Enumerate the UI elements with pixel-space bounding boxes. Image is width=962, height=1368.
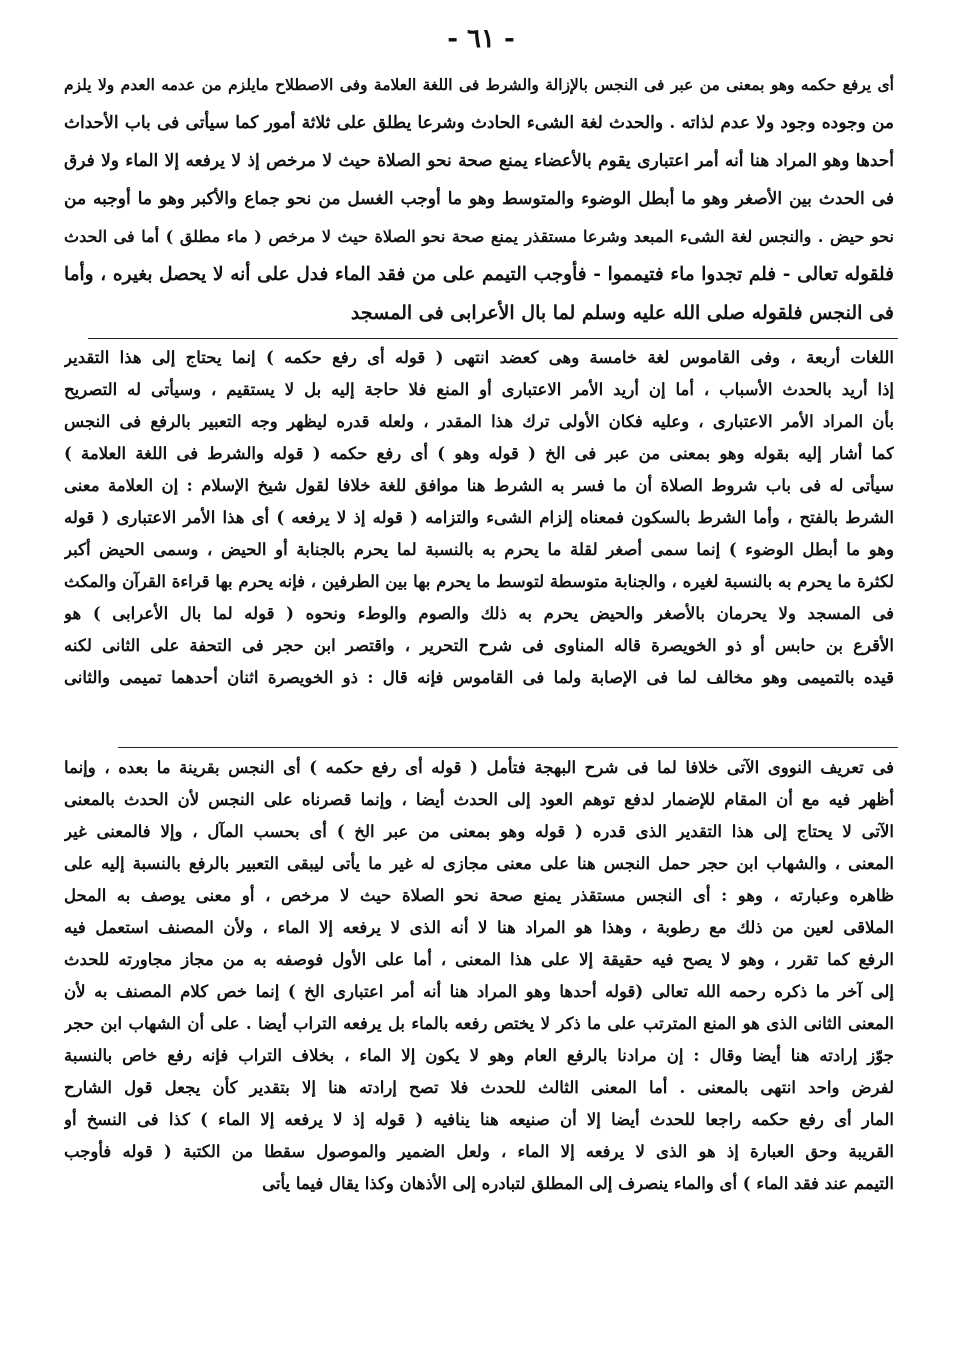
- commentary-line: الآتى لا يحتاج إلى هذا التقدير الذى قدره ( قوله وهو بمعنى من عبر الخ ) أى بحسب المآل ، وإلا فالمعنى غير: [64, 822, 894, 841]
- commentary-line: الشرط بالفتح ، وأما الشرط بالسكون فمعناه إلزام الشىء والتزامه ( قوله إذ لا يرفعه ) أى هذا الأمر الاعتبارى ( قوله: [64, 508, 894, 527]
- commentary-line: المعنى الثانى الذى هو المنع المترتب على ما ذكر لا يختص رفعه بالماء بل يرفعه التراب أيضا . على أن الشهاب ابن حجر: [64, 1014, 894, 1033]
- main-text: [64, 66, 894, 332]
- commentary-line: جوّز إرادته هنا أيضا وقال : إن مرادنا بالرفع العام وهو لا يكون إلا الماء ، بخلاف التراب فإنه رفع خاص بالنسبة: [64, 1046, 894, 1065]
- main-text-line: فى الحدث بين الأصغر وهو ما أبطل الوضوء والمتوسط وهو ما أوجب الغسل من نحو جماع والأكبر وهو ما أوجبه من: [64, 189, 894, 209]
- commentary-line: اللغات أربعة ، وفى القاموس لغة خامسة وهى كعضد انتهى ( قوله أى رفع حكمه ) إنما يحتاج إلى هذا التقدير: [64, 348, 894, 367]
- commentary-line: أظهر فيه مع أن المقام للإضمار لدفع توهم العود إلى الحدث أيضا ، وإنما قصرناه على النجس لأن الحدث بالمعنى: [64, 790, 894, 809]
- commentary-line: الملاقى لعين من ذلك مع رطوبة ، وهذا هو المراد هنا لا أنه الذى لا يرفعه إلا الماء ، ولأن المصنف استعمل فيه: [64, 918, 894, 937]
- main-text-line: نحو حيض . والنجس لغة الشىء المبعد وشرعا مستقذر يمنع صحة نحو الصلاة حيث لا مرخص ( ماء مطلق ) أما فى الحدث: [64, 227, 894, 246]
- commentary-section-1: [64, 342, 894, 694]
- section-divider: [118, 747, 898, 748]
- commentary-line: قيده بالتميمى وهو مخالف لما فى الإصابة ولما فى القاموس فإنه قال : ذو الخويصرة اثنان أحدهما تميمى والثانى: [64, 668, 894, 687]
- commentary-line: المار أى رفع حكمه راجعا للحدث أيضا إلا أن صنيعه هنا ينافيه ( قوله إذ لا يرفعه إلا الماء ) كذا فى النسخ أو: [64, 1110, 894, 1129]
- main-text-line: من وجوده وجود ولا عدم لذاته . والحدث لغة الشىء الحادث وشرعا يطلق على ثلاثة أمور كما سيأتى فى باب الأحداث: [64, 113, 894, 133]
- commentary-line: لفرض واحد انتهى بالمعنى . أما المعنى الثالث للحدث فلا تصح إرادته هنا إلا بتقدير كأن يجعل قول الشارح: [64, 1078, 894, 1097]
- commentary-line: وهو ما أبطل الوضوء ) إنما سمى أصغر لقلة ما يحرم به بالنسبة لما يحرم بالجنابة أو الحيض ، وسمى الحيض أكبر: [64, 540, 894, 559]
- main-text-line: فى النجس فلقوله صلى الله عليه وسلم لما بال الأعرابى فى المسجد: [350, 302, 894, 324]
- main-text-line: فلقوله تعالى - فلم تجدوا ماء فتيمموا - فأوجب التيمم على من فقد الماء فدل على أنه لا يحصل بغيره ، وأما: [64, 264, 894, 285]
- commentary-line: كما أشار إليه بقوله وهو بمعنى من عبر فى الخ ( قوله وهو ) أى رفع حكمه ( قوله والشرط فى اللغة العلامة ): [64, 444, 894, 463]
- section-divider: [88, 338, 898, 339]
- commentary-line: إذا أريد بالحدث الأسباب ، أما إن أريد الأمر الاعتبارى أو المنع فلا حاجة إليه بل لا يستقيم ، وسيأتى له التصريح: [64, 380, 894, 399]
- commentary-line: لكثرة ما يحرم به بالنسبة لغيره ، والجنابة متوسطة لتوسط ما يحرم بها بين الطرفين ، فإنه يحرم بها قراءة القرآن والمكث: [64, 572, 894, 591]
- commentary-section-2: [64, 752, 894, 1200]
- commentary-line: ظاهره وعبارته ، وهو : أى النجس مستقذر يمنع صحة نحو الصلاة حيث لا مرخص ، أو معنى يوصف به المحل: [64, 886, 894, 905]
- commentary-line: التيمم عند فقد الماء ) أى والماء ينصرف إلى المطلق لتبادره إلى الأذهان وكذا يقال فيما يأتى: [262, 1174, 894, 1193]
- commentary-line: إلى آخر ما ذكره رحمه الله تعالى (قوله أحدها وهو المراد هنا أنه أمر اعتبارى الخ ) إنما خص كلام المصنف به لأن: [64, 982, 894, 1001]
- commentary-line: الأقرع بن حابس أو ذو الخويصرة قاله المناوى فى شرح التحرير ، واقتصر ابن حجر فى التحفة على الثانى لكنه: [64, 636, 894, 655]
- main-text-line: أحدها وهو المراد هنا أنه أمر اعتبارى يقوم بالأعضاء يمنع صحة نحو الصلاة حيث لا مرخص إذ لا يرفعه إلا الماء ولا فرق: [64, 151, 894, 171]
- commentary-line: فى المسجد ولا يحرمان بالأصغر والحيض يحرم به ذلك والصوم والوطء ونحوه ( قوله لما بال الأعرابى ) هو: [64, 604, 894, 623]
- commentary-line: بأن المراد الأمر الاعتبارى ، وعليه فكان الأولى ترك هذا المقدر ، ولعله قدره ليظهر وجه التعبير بالرفع فى النجس: [64, 412, 894, 431]
- commentary-line: فى تعريف النووى الآتى خلافا لما فى شرح البهجة فتأمل ( قوله أى رفع حكمه ) أى النجس بقرينة ما بعده ، وإنما: [64, 758, 894, 777]
- commentary-line: الرفع كما تقرر ، وهو لا يصح فيه حقيقة إلا على هذا المعنى ، أما على الأول فوصفه به من مجاز مجاورته للحدث: [64, 950, 894, 969]
- commentary-line: المعنى ، والشهاب ابن حجر حمل النجس هنا على معنى مجازى له غير ما يأتى ليبقى التعبير بالرفع بالنسبة إليه على: [64, 854, 894, 873]
- main-text-line: أى يرفع حكمه وهو بمعنى من عبر فى النجس بالإزالة والشرط فى اللغة العلامة وفى الاصطلاح مايلزم من عدمه العدم ولا يلزم: [64, 75, 894, 94]
- page-number: - ٦١ -: [447, 24, 515, 54]
- commentary-line: سيأتى له فى باب شروط الصلاة أن ما فسر به الشرط هنا موافق للغة خلافا لقول شيخ الإسلام : إن العلامة معنى: [64, 476, 894, 495]
- commentary-line: القريبة وحق العبارة إذ هو الذى لا يرفعه إلا الماء ، ولعل الضمير والموصول سقطا من الكتبة ( قوله فأوجب: [64, 1142, 894, 1161]
